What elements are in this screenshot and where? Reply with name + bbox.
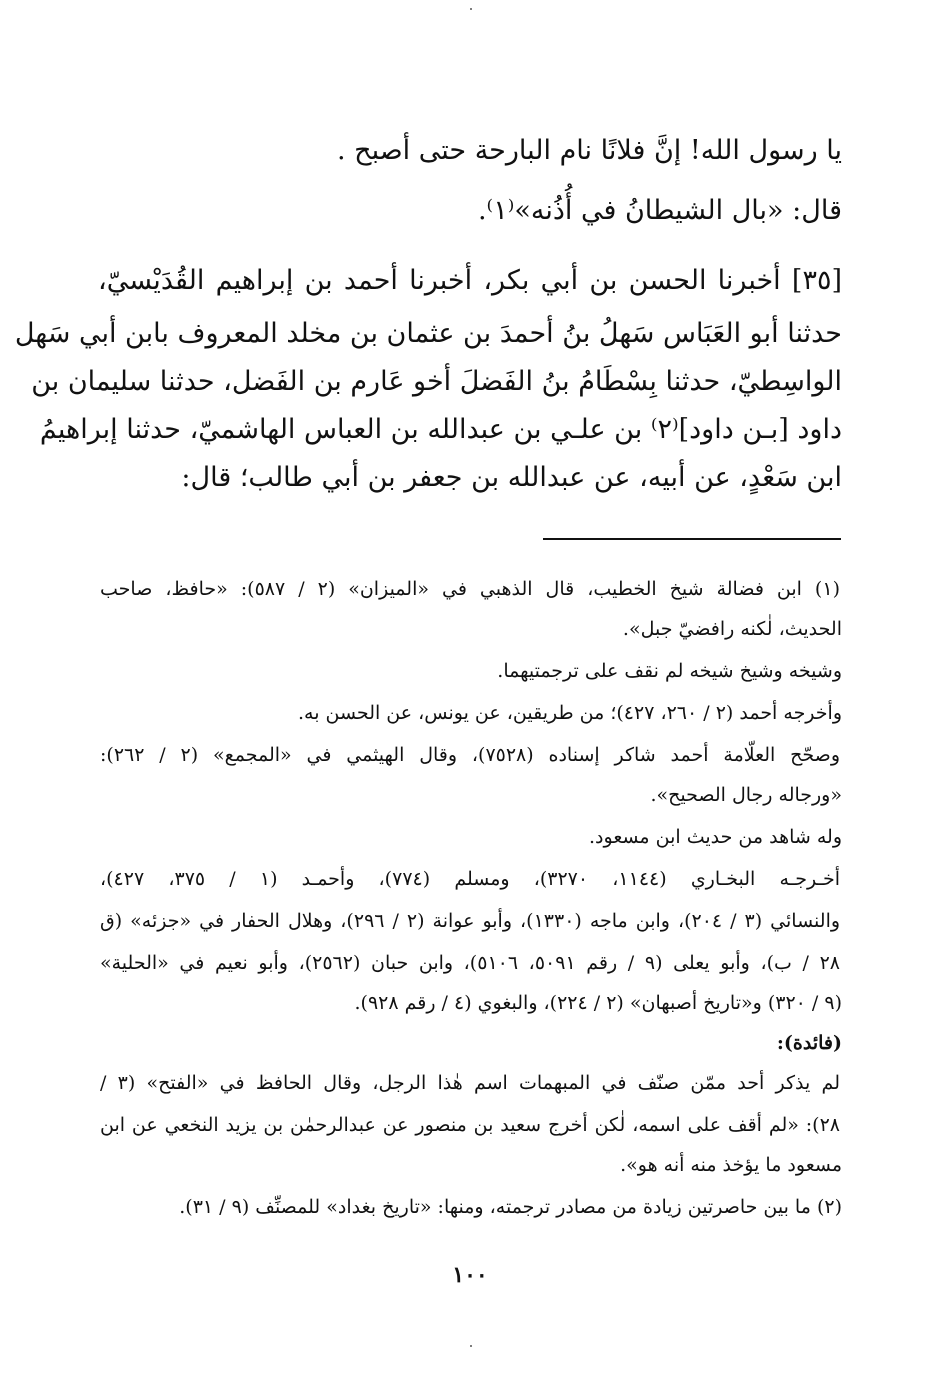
footnote-line: ٢٨ / ب)، وأبو يعلى (٩ / رقم ٥٠٩١، ٥١٠٦)، وابن حبان (٢٥٦٢)، وأبو نعيم في «الحلية» [100,952,840,974]
footnote-line: الحديث، لٰكنه رافضيّ جبل». [622,618,842,640]
main-text-line: يا رسول الله! إنَّ فلانًا نام البارحة حتى أصبح . [337,135,842,166]
footnote-heading: (فائدة): [776,1032,842,1054]
footnote-line: «ورجاله رجال الصحيح». [650,784,842,806]
footnote-line: وشيخه وشيخ شيخه لم نقف على ترجمتيهما. [497,660,842,682]
footnote-line: أخـرجـه البخـاري (١١٤٤، ٣٢٧٠)، ومسلم (٧٧٤)، وأحمـد (١ / ٣٧٥، ٤٢٧)، [100,868,841,890]
scan-speck [470,8,472,10]
hadith-line: الواسِطيّ، حدثنا بِسْطَامُ بنُ الفَضلَ أخو عَارم بن الفَضل، حدثنا سليمان بن [31,366,842,397]
footnote-line: والنسائي (٣ / ٢٠٤)، وابن ماجه (١٣٣٠)، وأبو عوانة (٢ / ٢٩٦)، وهلال الحفار في «جزئه» (ق [100,910,841,932]
main-text-line: قال: «بال الشيطانُ في أُذُنه»⁽١⁾. [477,195,842,226]
footnote-separator [543,538,841,540]
hadith-line: حدثنا أبو العَبَاس سَهلُ بنُ أحمدَ بن عثمان بن مخلد المعروف بابن أبي سَهل [14,318,842,349]
footnote-line: ٢٨): «لم أقف على اسمه، لٰكن أخرج سعيد بن منصور عن عبدالرحمٰن بن يزيد النخعي عن ابن [100,1114,840,1136]
footnote-line: (٢) ما بين حاصرتين زيادة من مصادر ترجمته، ومنها: «تاريخ بغداد» للمصنِّف (٩ / ٣١). [179,1196,842,1218]
footnote-line: لم يذكر أحد ممّن صنّف في المبهمات اسم هٰذا الرجل، وقال الحافظ في «الفتح» (٣ / [100,1072,840,1094]
hadith-line: ابن سَعْدٍ، عن أبيه، عن عبدالله بن جعفر بن أبي طالب؛ قال: [181,462,842,493]
scan-speck [470,1345,472,1347]
footnote-line: وأخرجه أحمد (٢ / ٢٦٠، ٤٢٧)؛ من طريقين، عن يونس، عن الحسن به. [297,702,842,724]
footnote-line: مسعود ما يؤخذ منه أنه هو». [620,1154,842,1176]
footnote-line: وله شاهد من حديث ابن مسعود. [589,826,842,848]
footnote-line: (٩ / ٣٢٠) و«تاريخ أصبهان» (٢ / ٢٢٤)، والبغوي (٤ / رقم ٩٢٨). [354,992,842,1014]
footnote-line: وصحّح العلّامة أحمد شاكر إسناده (٧٥٢٨)، وقال الهيثمي في «المجمع» (٢ / ٢٦٢): [100,744,840,766]
footnote-line: (١) ابن فضالة شيخ الخطيب، قال الذهبي في «الميزان» (٢ / ٥٨٧): «حافظ، صاحب [100,578,840,600]
page-number: ١٠٠ [452,1262,488,1288]
hadith-line: [٣٥] أخبرنا الحسن بن أبي بكر، أخبرنا أحمد بن إبراهيم القُدَيْسيّ، [98,265,842,296]
hadith-line: داود [بـن داود]⁽٢⁾ بن علـي بن عبدالله بن العباس الهاشميّ، حدثنا إبراهيمُ [39,414,842,445]
